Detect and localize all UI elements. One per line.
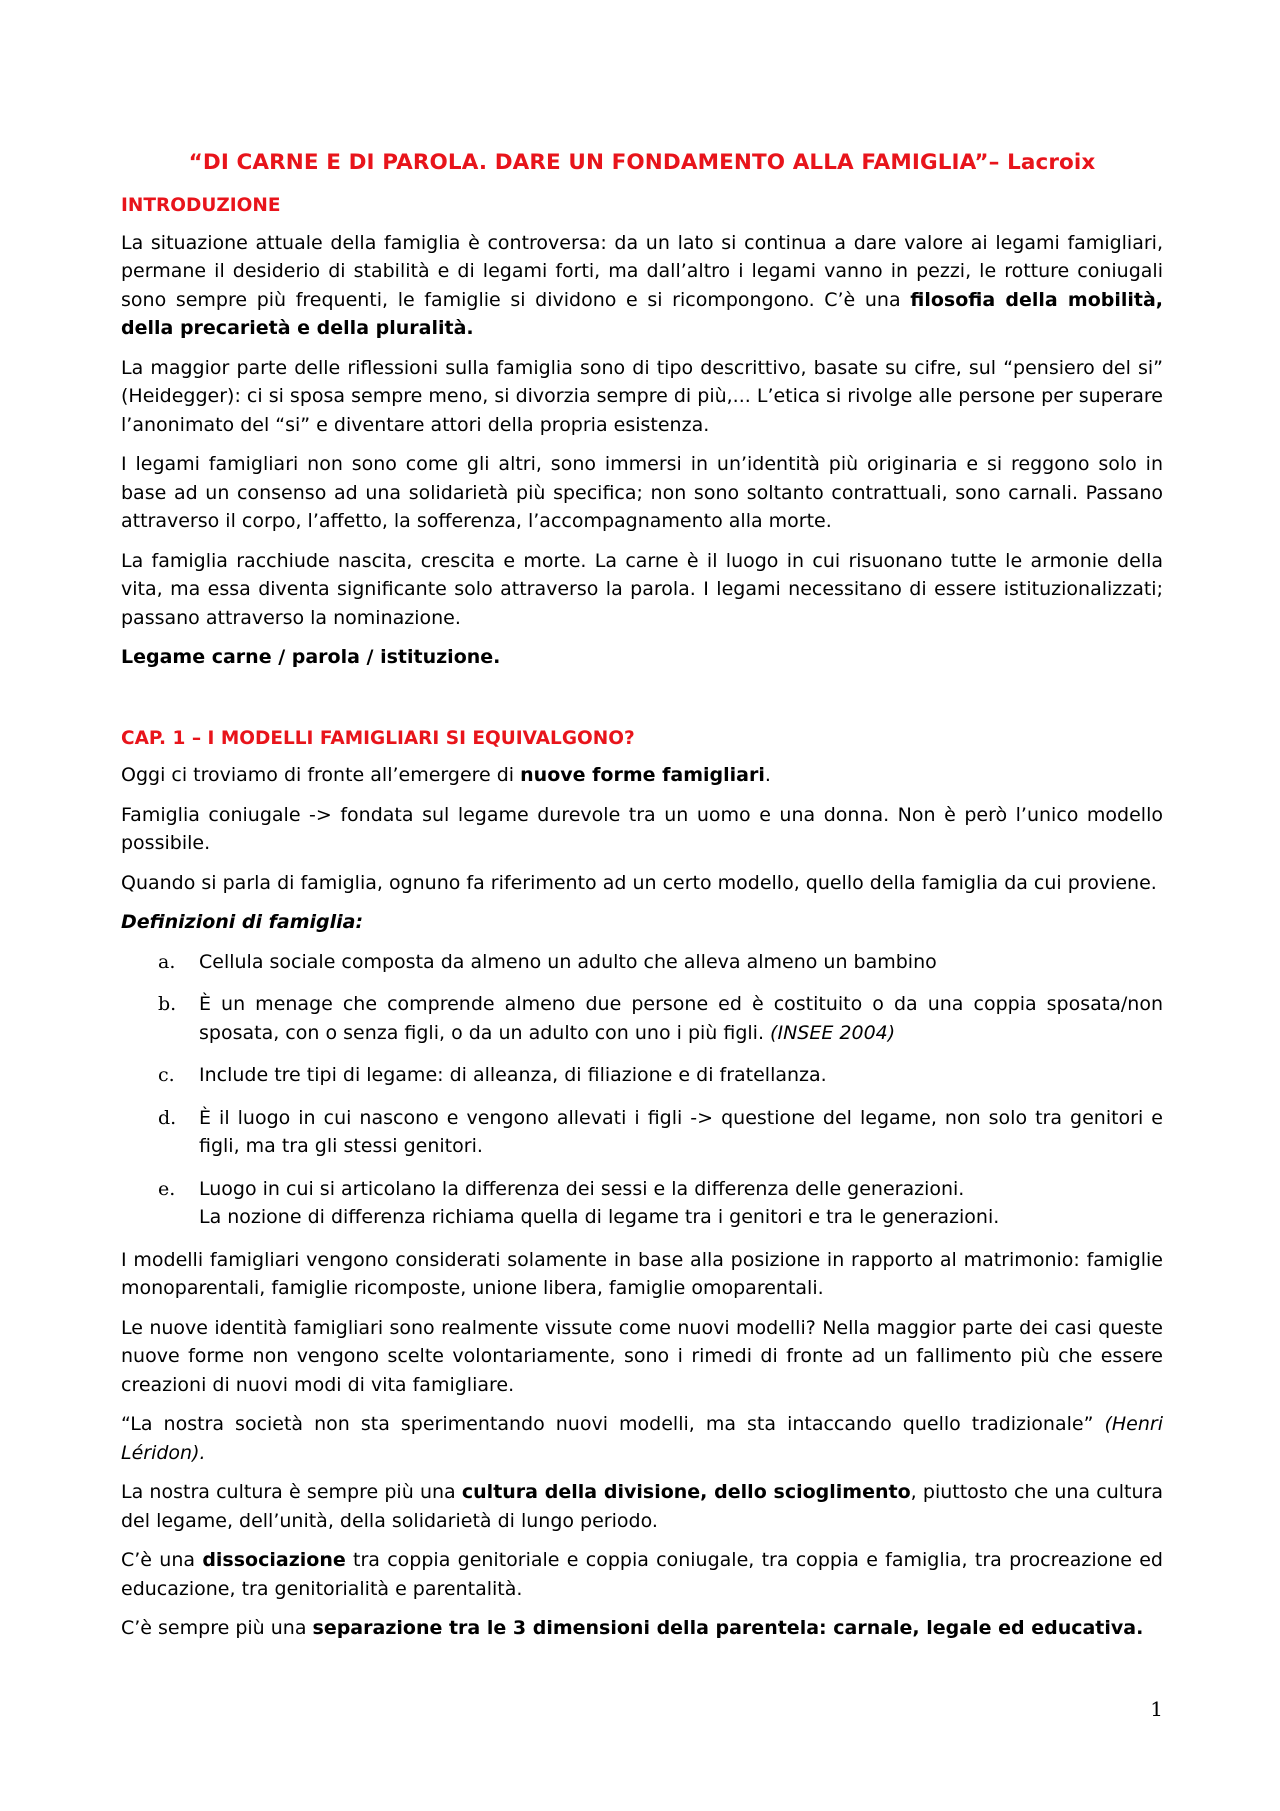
list-marker: d. (158, 1106, 177, 1129)
bold-text: Legame carne / parola / istituzione. (121, 646, 501, 668)
list-item (121, 990, 1163, 1047)
citation: (Henri Léridon). (121, 1413, 1163, 1464)
list-item (121, 1061, 1163, 1090)
bold-italic-text: Definizioni di famiglia: (121, 911, 364, 933)
document-title: “DI CARNE E DI PAROLA. DARE UN FONDAMENTO ALLA FAMIGLIA”– Lacroix (188, 150, 1096, 175)
paragraph-text: Oggi ci troviamo di fronte all’emergere di (121, 764, 521, 786)
quote-text: “La nostra società non sta sperimentando nuovi modelli, ma sta intaccando quello tradizionale” (121, 1413, 1105, 1435)
paragraph: I legami famigliari non sono come gli altri, sono immersi in un’identità più originaria e si reggono solo in base ad un consenso ad una solidarietà più specifica; non sono soltanto contrattuali, sono carnali. Passano attraverso il corpo, l’affetto, la sofferenza, l’accompagnamento alla morte. (121, 453, 1163, 532)
paragraph: Famiglia coniugale -> fondata sul legame durevole tra un uomo e una donna. Non è però l’unico modello possibile. (121, 803, 1163, 854)
paragraph (121, 1410, 1163, 1467)
paragraph-text: La nostra cultura è sempre più una (121, 1481, 462, 1503)
definitions-heading (121, 908, 1163, 937)
paragraph (121, 1614, 1163, 1643)
paragraph: La maggior parte delle riflessioni sulla famiglia sono di tipo descrittivo, basate su cifre, sul “pensiero del si” (Heidegger): ci si sposa sempre meno, si divorzia sempre di più,... L’etica si rivolge alle persone per superare l’anonimato del “si” e diventare attori della propria esistenza. (121, 356, 1163, 436)
paragraph-text: , piuttosto che una cultura del legame, dell’unità, della solidarietà di lungo periodo. (121, 1481, 1163, 1532)
section-heading-cap1: CAP. 1 – I MODELLI FAMIGLIARI SI EQUIVALGONO? (121, 727, 635, 749)
paragraph (121, 1478, 1163, 1535)
paragraph (121, 1546, 1163, 1603)
list-item-text: Cellula sociale composta da almeno un adulto che alleva almeno un bambino (199, 950, 937, 973)
bold-text: separazione tra le 3 dimensioni della parentela: carnale, legale ed educativa. (312, 1617, 1144, 1639)
paragraph: I modelli famigliari vengono considerati solamente in base alla posizione in rapporto al matrimonio: famiglie monoparentali, famiglie ricomposte, unione libera, famiglie omoparentali. (121, 1248, 1163, 1299)
paragraph-text: . (764, 764, 771, 786)
list-item-text: È un menage che comprende almeno due persone ed è costituito o da una coppia sposata/non sposata, con o senza figli, o da un adulto con uno i più figli. (199, 993, 1163, 1044)
paragraph-text: tra coppia genitoriale e coppia coniugale, tra coppia e famiglia, tra procreazione ed educazione, tra genitorialità e parentalità. (121, 1549, 1163, 1600)
list-marker: a. (158, 950, 176, 973)
list-marker: b. (158, 993, 177, 1015)
spacer (121, 683, 1163, 725)
bold-text: dissociazione (202, 1549, 346, 1571)
paragraph-text: C’è una (121, 1549, 203, 1571)
paragraph (121, 643, 1163, 672)
list-item (121, 1104, 1163, 1161)
list-marker: c. (158, 1064, 175, 1086)
list-item-text: Luogo in cui si articolano la differenza dei sessi e la differenza delle generazioni. (199, 1177, 965, 1200)
list-item-text: È il luogo in cui nascono e vengono allevati i figli -> questione del legame, non solo tra genitori e figli, ma tra gli stessi genitori. (199, 1106, 1163, 1157)
list-item-text: Include tre tipi di legame: di alleanza, di filiazione e di fratellanza. (199, 1064, 827, 1086)
bold-text: cultura della divisione, dello scioglimento (461, 1481, 911, 1503)
bold-text: filosofia della mobilità, della precarietà e della pluralità. (121, 288, 1164, 339)
definitions-list (121, 948, 1163, 1232)
paragraph-text: C’è sempre più una (121, 1617, 313, 1639)
list-item (121, 948, 1163, 977)
list-item (121, 1175, 1163, 1232)
bold-text: nuove forme famigliari (520, 764, 765, 786)
section-heading-introduzione: INTRODUZIONE (121, 195, 281, 216)
citation: (INSEE 2004) (770, 1021, 896, 1044)
paragraph (121, 761, 1163, 790)
document-body (121, 148, 1163, 1654)
paragraph: La famiglia racchiude nascita, crescita e morte. La carne è il luogo in cui risuonano tutte le armonie della vita, ma essa diventa significante solo attraverso la parola. I legami necessitano di essere istituzionalizzati; passano attraverso la nominazione. (121, 549, 1163, 629)
list-marker: e. (158, 1177, 176, 1200)
page-number: 1 (1150, 1697, 1163, 1721)
paragraph: Le nuove identità famigliari sono realmente vissute come nuovi modelli? Nella maggior parte dei casi queste nuove forme non vengono scelte volontariamente, sono i rimedi di fronte ad un fallimento più che essere creazioni di nuovi modi di vita famigliare. (121, 1316, 1163, 1396)
paragraph: Quando si parla di famiglia, ognuno fa riferimento ad un certo modello, quello della famiglia da cui proviene. (121, 871, 1157, 894)
paragraph (121, 229, 1163, 343)
list-item-extra-text: La nozione di differenza richiama quella di legame tra i genitori e tra le generazioni. (199, 1206, 1000, 1228)
paragraph-text: La situazione attuale della famiglia è controversa: da un lato si continua a dare valore ai legami famigliari, permane il desiderio di stabilità e di legami forti, ma dall’altro i legami vanno in pezzi, le rotture coniugali sono sempre più frequenti, le famiglie si dividono e si ricompongono. C’è una (121, 231, 1163, 311)
